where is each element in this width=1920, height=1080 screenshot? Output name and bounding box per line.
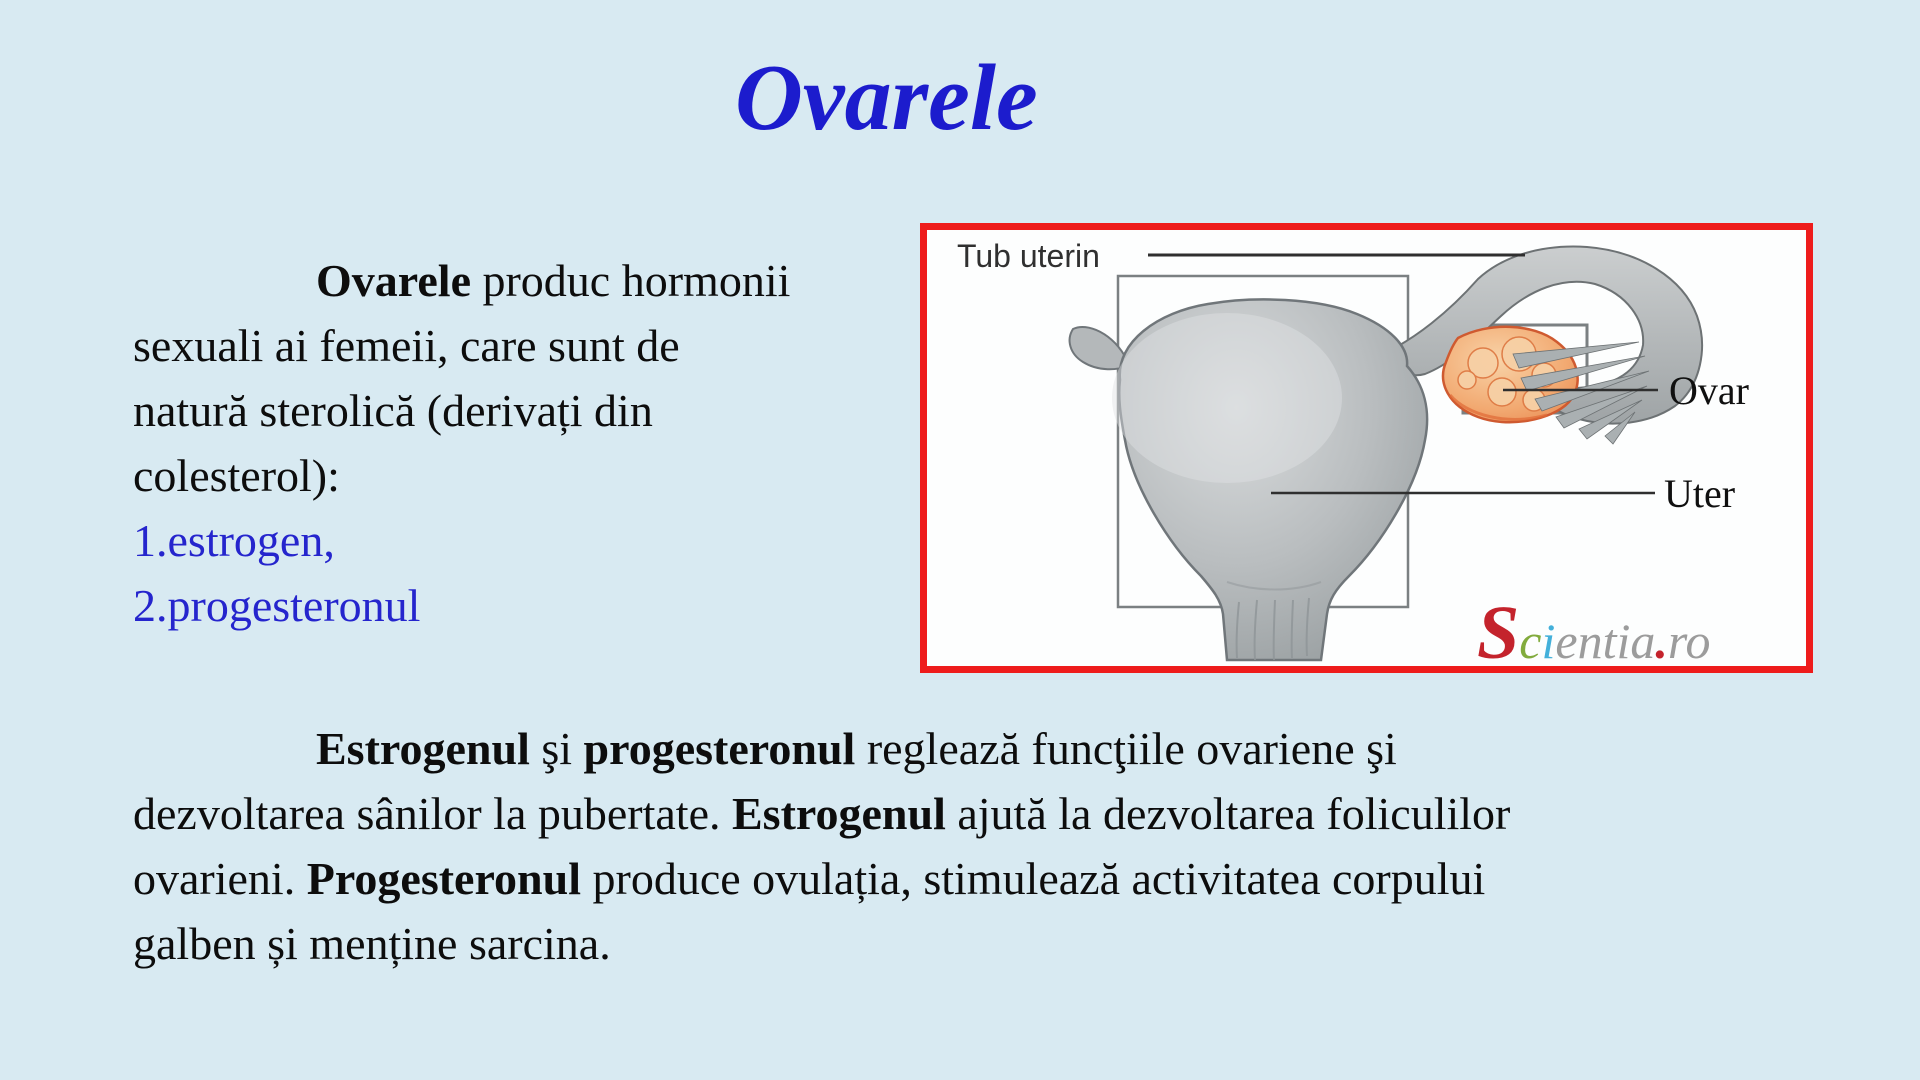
scientia-logo-s: S [1477,591,1520,666]
uterus-highlight [1112,313,1342,483]
intro-text-lines [133,248,790,508]
anatomy-figure [920,223,1813,673]
uterus-diagram [927,230,1806,666]
hormone-list-item-1: 1.estrogen, [133,515,335,566]
text-line: Ovarele produc hormonii [316,255,791,306]
main-paragraph [133,716,1510,976]
scientia-logo: Scientia.ro [1477,591,1710,666]
intro-paragraph [133,248,790,638]
label-uter: Uter [1664,471,1736,516]
text-line: natură sterolică (derivați din [133,385,653,436]
main-text-lines [133,716,1510,976]
hormone-list-item-2: 2.progesteronul [133,580,421,631]
text-line: ovarieni. Progesteronul produce ovulația, stimulează activitatea corpului [133,853,1486,904]
text-line: galben și menține sarcina. [133,918,611,969]
text-line: colesterol): [133,450,340,501]
label-ovar: Ovar [1669,368,1749,413]
label-tub-uterin: Tub uterin [957,238,1100,274]
text-line: dezvoltarea sânilor la pubertate. Estrogenul ajută la dezvoltarea foliculilor [133,788,1511,839]
text-line: Estrogenul şi progesteronul reglează funcţiile ovariene şi [316,723,1397,774]
text-line: sexuali ai femeii, care sunt de [133,320,680,371]
page-title: Ovarele [735,46,1038,150]
